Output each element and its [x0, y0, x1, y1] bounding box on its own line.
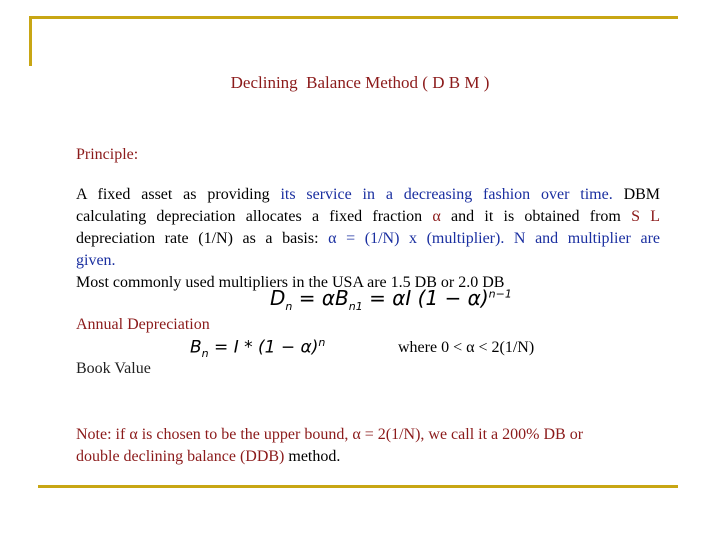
note-label: Note:: [76, 426, 112, 443]
alpha-range-text: where 0 < α < 2(1/N): [398, 339, 535, 356]
top-frame-line: [30, 16, 678, 19]
note-line-2-end: method.: [284, 448, 341, 465]
note-ddb-term: double declining balance (DDB): [76, 448, 285, 465]
principle-line-2: calculating depreciation allocates a fixed fraction α and it is obtained from S L: [76, 208, 661, 225]
principle-paragraph: [76, 184, 660, 294]
principle-line-4: given.: [76, 252, 116, 269]
note-line-1: if α is chosen to be the upper bound, α = 2(1/N), we call it a 200% DB or: [111, 426, 584, 443]
principle-line-1: A fixed asset as providing its service in a decreasing fashion over time. DBM: [76, 186, 661, 203]
book-value-label: Book Value: [76, 360, 151, 377]
left-frame-line: [29, 16, 32, 66]
note-paragraph: [76, 424, 660, 468]
bottom-frame-line: [38, 485, 678, 488]
annual-depreciation-formula: $D_n = \alpha B_{n1} = \alpha I$ $(1 - \alpha)^{n-1}$: [270, 286, 512, 313]
principle-line-3: depreciation rate (1/N) as a basis: α = (1/N) x (multiplier). N and multiplier are: [76, 230, 660, 247]
principle-label: Principle:: [76, 146, 139, 163]
book-value-formula: $B_n = I * (1 - \alpha)^n$: [190, 336, 326, 361]
principle-line-5: Most commonly used multipliers in the USA are 1.5 DB or 2.0 DB: [76, 274, 505, 291]
slide-title: Declining Balance Method ( D B M ): [230, 73, 490, 92]
annual-depreciation-label: Annual Depreciation: [76, 316, 210, 333]
